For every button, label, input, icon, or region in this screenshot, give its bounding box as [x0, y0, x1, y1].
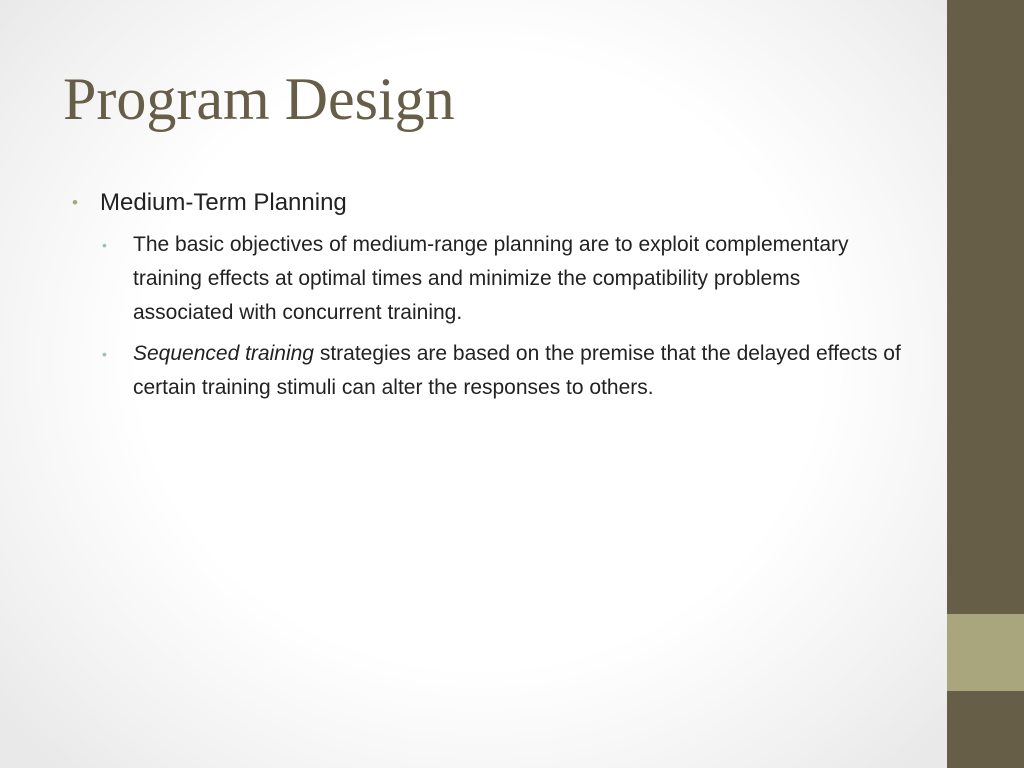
bullet-text: Medium-Term Planning — [100, 189, 347, 216]
sub-bullet-text: strategies are based on the premise that the delayed effects of certain training stimuli can alter the responses to others. — [133, 342, 901, 399]
sub-bullet-objectives — [100, 228, 902, 330]
sub-bullet-sequenced-training — [100, 337, 902, 405]
bullet-dot-icon: • — [72, 193, 78, 212]
slide-body — [72, 186, 902, 412]
sidebar-accent-block — [947, 614, 1024, 691]
bullet-medium-term-planning — [72, 186, 902, 405]
sub-bullet-dot-icon: • — [102, 346, 107, 362]
sub-bullet-dot-icon: • — [102, 237, 107, 253]
sub-bullet-list — [100, 228, 902, 405]
sub-bullet-italic-term: Sequenced training — [133, 342, 314, 365]
slide-title: Program Design — [63, 66, 455, 132]
sidebar-decoration — [947, 0, 1024, 768]
sub-bullet-text: The basic objectives of medium-range planning are to exploit complementary training effects at optimal times and minimize the compatibility problems associated with concurrent training. — [133, 233, 849, 324]
